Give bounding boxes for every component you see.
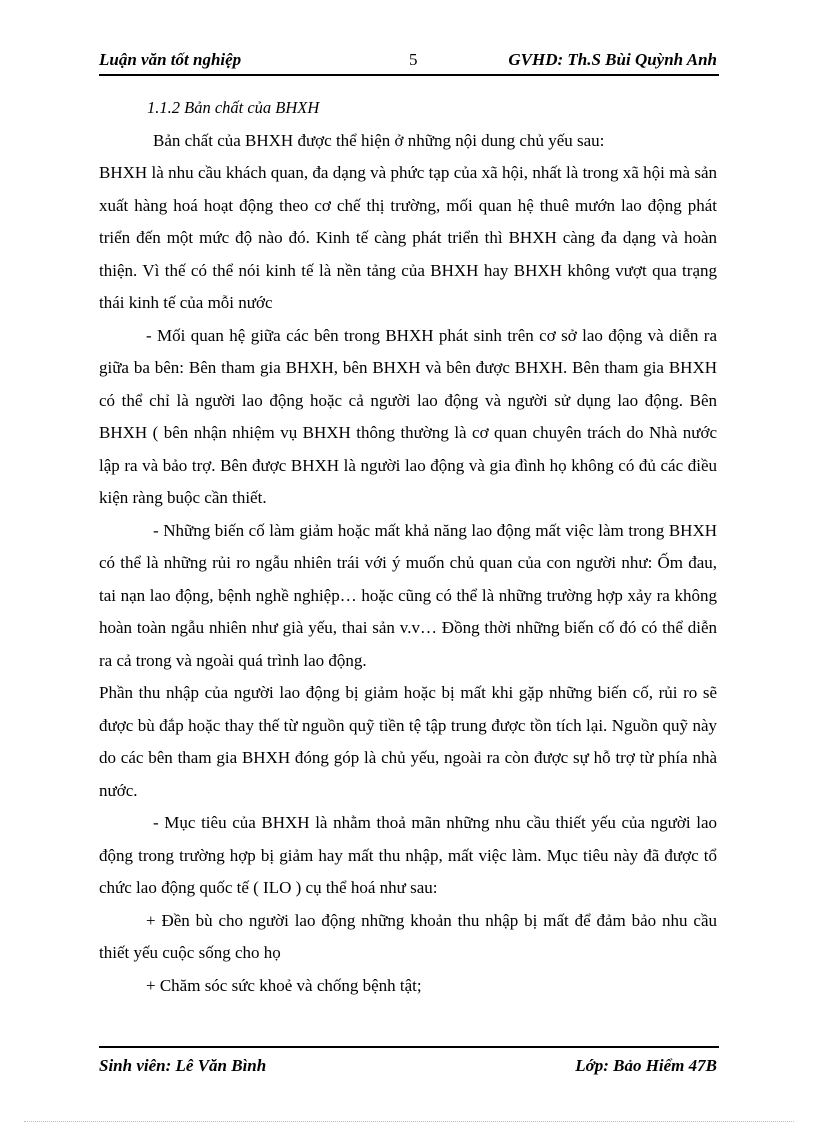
section-title: 1.1.2 Bản chất của BHXH [147, 98, 320, 117]
footer-student: Sinh viên: Lê Văn Bình [99, 1056, 267, 1075]
header-thesis-title: Luận văn tốt nghiệp [99, 50, 242, 69]
paragraph-intro: Bản chất của BHXH được thể hiện ở những nội dung chủ yếu sau: [153, 130, 605, 150]
page-footer [99, 1046, 719, 1078]
list-item-healthcare: + Chăm sóc sức khoẻ và chống bệnh tật; [146, 975, 422, 995]
footer-class: Lớp: Bảo Hiểm 47B [575, 1056, 717, 1075]
page-number: 5 [409, 50, 418, 69]
list-item-compensation: + Đền bù cho người lao động những khoản thu nhập bị mất để đảm bảo nhu cầu thiết yếu cuộc sống cho họ [99, 910, 717, 962]
page-header [99, 46, 719, 76]
paragraph-goals: - Mục tiêu của BHXH là nhằm thoả mãn những nhu cầu thiết yếu của người lao động trong trường hợp bị giảm hay mất thu nhập, mất việc làm. Mục tiêu này đã được tổ chức lao động quốc tế ( ILO ) cụ thể hoá như sau: [99, 813, 717, 897]
paragraph-risks: - Những biến cố làm giảm hoặc mất khả năng lao động mất việc làm trong BHXH có thể là những rủi ro ngẫu nhiên trái với ý muốn chủ quan của con người như: Ốm đau, tai nạn lao động, bệnh nghề nghiệp… hoặc cũng có thể là những trường hợp xảy ra không hoàn toàn ngẫu nhiên như già yếu, thai sản v.v… Đồng thời những biến cố đó có thể diễn ra cả trong và ngoài quá trình lao động. [99, 520, 717, 670]
paragraph-objective-need: BHXH là nhu cầu khách quan, đa dạng và phức tạp của xã hội, nhất là trong xã hội mà sản xuất hàng hoá hoạt động theo cơ chế thị trường, mối quan hệ thuê mướn lao động phát triển đến một mức độ nào đó. Kinh tế càng phát triển thì BHXH càng đa dạng và hoàn thiện. Vì thế có thể nói kinh tế là nền tảng của BHXH hay BHXH không vượt qua trạng thái kinh tế của mỗi nước [99, 163, 717, 312]
page-edge-dotted-line [24, 1121, 794, 1122]
paragraph-relationship: - Mối quan hệ giữa các bên trong BHXH phát sinh trên cơ sở lao động và diễn ra giữa ba bên: Bên tham gia BHXH, bên BHXH và bên được BHXH. Bên tham gia BHXH có thể chỉ là người lao động hoặc cả người lao động và người sử dụng lao động. Bên BHXH ( bên nhận nhiệm vụ BHXH thông thường là cơ quan chuyên trách do Nhà nước lập ra và bảo trợ. Bên được BHXH là người lao động và gia đình họ không có đủ các điều kiện ràng buộc cần thiết. [99, 325, 717, 507]
header-supervisor: GVHD: Th.S Bùi Quỳnh Anh [508, 50, 717, 69]
document-body [99, 92, 717, 1002]
paragraph-income-fund: Phần thu nhập của người lao động bị giảm hoặc bị mất khi gặp những biến cố, rủi ro sẽ được bù đắp hoặc thay thế từ nguồn quỹ tiền tệ tập trung được tồn tích lại. Nguồn quỹ này do các bên tham gia BHXH đóng góp là chủ yếu, ngoài ra còn được sự hỗ trợ từ phía nhà nước. [99, 683, 717, 800]
